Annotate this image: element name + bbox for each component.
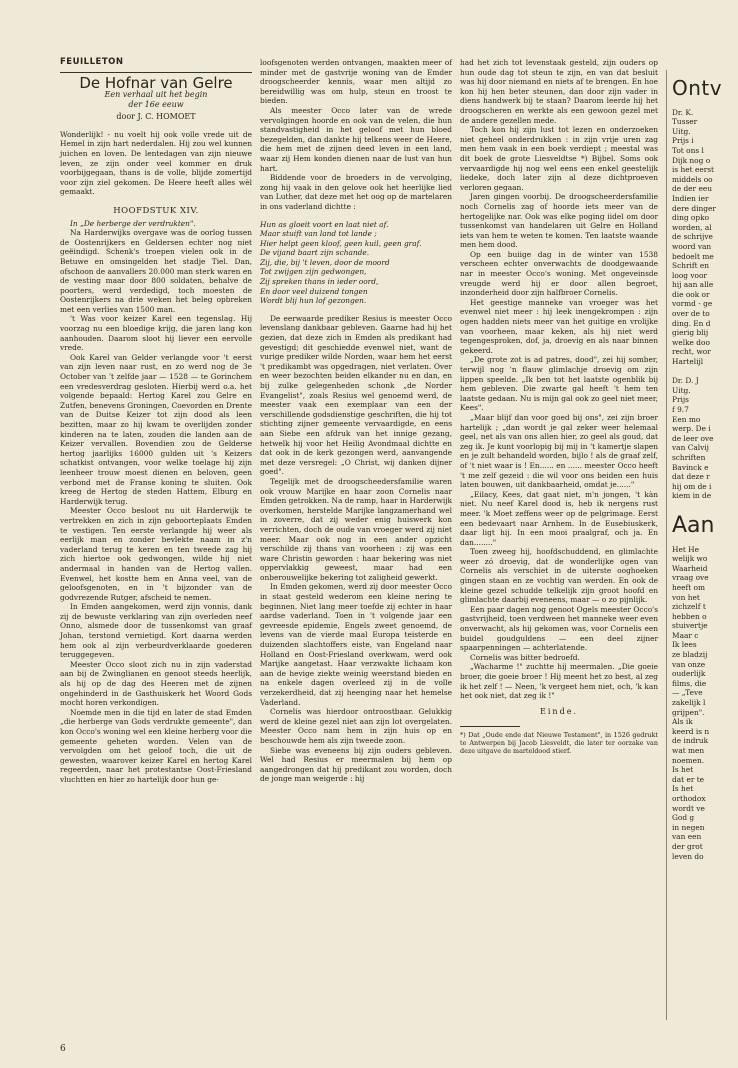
text-fragment: Prijs [672, 395, 689, 405]
text-fragment: Indien ier [672, 193, 709, 203]
text-fragment: orthodox [672, 793, 706, 803]
paragraph: Jaren gingen voorbij. De droogscheerdersfamilie noch Cornelis zag of hoorde iets meer van de hertogelijke nar. Ook was elke poging iidel om door tussenkomst van handelaren uit Gelre en Holland iets van hem te weten te komen. Ten laatste waande men hem dood. [460, 192, 658, 250]
text-fragment: Hartelijl [672, 357, 704, 367]
right-heading-1: Ontv [672, 76, 723, 100]
column-3 [460, 58, 658, 755]
text-fragment: die ook or [672, 289, 710, 299]
column-2 [260, 58, 452, 784]
text-fragment: is het eerst [672, 165, 715, 175]
text-fragment: ding. En d [672, 318, 711, 328]
text-fragment: God g [672, 813, 695, 823]
text-fragment: in negen [672, 822, 705, 832]
story-subtitle-2: der 16e eeuw [128, 100, 184, 110]
text-fragment: dat deze r [672, 472, 710, 482]
text-fragment: Dr. D. J [672, 376, 699, 386]
page-number: 6 [60, 1044, 66, 1054]
paragraph: „De grote zot is ad patres, dood", zei hij somber, terwijl nog 'n flauw glimlachje droevig om zijn lippen speelde. „Ik ben tot het laatste ogenblik bij hem gebleven. Die zwarte gal heeft 't hem ten laatste gedaan. Nu is mijn gal ook zo geel niet meer, Kees". [460, 355, 658, 413]
text-fragment: Schrift en [672, 261, 710, 271]
text-fragment: noemen. [672, 755, 705, 765]
paragraph: „Wacharme !" zuchtte hij meermalen. „Die goeie broer, die goeie broer ! Hij meent het zo best, al zeg ik het zelf ! — Neen, 'k vergeet hem niet, och, 'k kan het ook niet, dat zeg ik !" [460, 662, 658, 701]
text-fragment: middels oo [672, 174, 713, 184]
text-fragment: werp. De i [672, 424, 711, 434]
right-text-block-2 [672, 545, 738, 862]
text-fragment: van onze [672, 659, 706, 669]
luther-poem [260, 220, 452, 306]
text-fragment: Een mo [672, 414, 701, 424]
text-fragment: heeft om [672, 582, 706, 592]
poem-line: Zij spreken thans in ieder oord, [260, 277, 379, 287]
paragraph: Cornelis was hierdoor ontroostbaar. Gelukkig werd de kleine gezel niet aan zijn lot overgelaten. Meester Occo nam hem in zijn huis op en beschouwde hem als zijn tweede zoon. [260, 707, 452, 745]
text-fragment: de leer ove [672, 433, 714, 443]
paragraph: Siebe was eveneens bij zijn ouders gebleven. Wel had Resius er meermalen bij hem op aangedrongen dat hij predikant zou worden, doch de jonge man weigerde : hij [260, 745, 452, 784]
poem-line: Hun as gloeit voort en laat niet af. [260, 219, 389, 229]
text-fragment: f 9.7 [672, 405, 689, 414]
column-divider [666, 70, 667, 1020]
paragraph: Toen zweeg hij, hoofdschuddend, en glimlachte weer zó droevig, dat de wonderlijke ogen van Cornelis als verschiet in de uiterste ooghoeken gingen staan en ze vochtig van werden. En ook de kleine gezel schudde telkelijk zijn groot hoofd en glimlachte daarbij eveneens, maar — o zo pijnlijk. [460, 547, 658, 605]
column-1 [60, 58, 252, 785]
text-fragment: vormd - ge [672, 299, 713, 309]
text-fragment: over de to [672, 309, 710, 319]
poem-line: Zij, die, bij 't leven, door de moord [260, 257, 390, 267]
chapter-heading: HOOFDSTUK XIV. [113, 205, 199, 216]
paragraph: In Emden aangekomen, werd zijn vonnis, dank zij de bewuste verklaring van zijn overleden neef Onno, alsmede door de tussenkomst van graaf Johan, terstond vernietigd. Kort daarna werden hem ook al zijn verbeurdverklaarde goederen teruggegeven. [60, 602, 252, 660]
text-fragment: woord van [672, 241, 712, 251]
poem-line: Maar stuift van land tot lande ; [260, 229, 377, 239]
paragraph: „Maar blijf dan voor goed bij ons", zei zijn broer hartelijk ; „dan wordt je gal zeker weer helemaal geel, net als van ons allen hier, zo geel als goud, dat zeg ik. Je kunt voorlopig bij mij in 't kamertje slapen en je zult behandeld worden, bijlo ! als de graaf zelf, of 't niet waar is ! En...... en ...... meester Occo heeft 't me zelf gezeid : die wil voor ons beiden een huis laten bouwen, uit dankbaarheid, omdat je......" [460, 412, 658, 490]
right-text-block-1 [672, 108, 738, 501]
text-fragment: kiem in de [672, 491, 712, 501]
text-fragment: leven do [672, 851, 704, 861]
text-fragment: Maar c [672, 630, 699, 640]
text-fragment: Het He [672, 544, 699, 554]
text-fragment: van een [672, 832, 702, 842]
paragraph: Meester Occo besloot nu uit Harderwijk te vertrekken en zich in zijn geboorteplaats Emden te vestigen. Ten eerste verlangde hij weer als eerlijk man en zonder bevlekte naam in z'n vaderland terug te keren en ten tweede zag hij zich hiertoe ook gedwongen, wilde hij niet andermaal in handen van de Hertog vallen. Evenwel, het kostte hem en Anna veel, van de geloofsgenoten, en in 't bijzonder van de godvrezende Rutger, afscheid te nemen. [60, 506, 252, 602]
story-title: De Hofnar van Gelre [79, 73, 233, 92]
text-fragment: stuivertje [672, 621, 708, 631]
chapter-subheading: In „De herberge der verdrukten". [70, 218, 196, 228]
right-heading-2: Aan [672, 512, 715, 538]
paragraph: Toch kon hij zijn lust tot lezen en onderzoeken niet geheel onderdrukken : in zijn vrije uren zag men hem vaak in een boek verdiept ; meestal was dit boek de grote Liesveldtse *) Bijbel. Soms ook vervaardigde hij nog wel eens een enkel geestelijk liedeke, doch later zijn al deze dichtproeven verloren gegaan. [460, 125, 658, 192]
footnote-rule [460, 726, 520, 727]
poem-line: De vijand baart zijn schande. [260, 248, 370, 258]
text-fragment: zichzelf t [672, 602, 706, 612]
text-fragment: welijk wo [672, 554, 708, 564]
text-fragment: Waarheid [672, 563, 708, 573]
text-fragment: dat er te [672, 774, 705, 784]
text-fragment: Dijk nog o [672, 155, 711, 165]
paragraph: Na Harderwijks overgave was de oorlog tussen de Oostenrijkers en Geldersen echter nog niet geëindigd. Schenk's troepen vielen ook in de Betuwe en omsingelden het stadje Tiel. Dan, ofschoon de aanvallers 20.000 man sterk waren en de vesting maar door 800 soldaten, behalve de poorters, werd verdedigd, toch moesten de Oostenrijkers na drie weken het beleg opbreken met een verlies van 1500 man. [60, 228, 252, 314]
paragraph: Biddende voor de broeders in de vervolging, zong hij vaak in den gelove ook het heerlijke lied van Luther, dat deze met het oog op de martelaren in ons vaderland dichtte : [260, 173, 452, 211]
text-fragment: ding opko [672, 213, 710, 223]
paragraph: 't Was voor keizer Karel een tegenslag. Hij voorzag nu een bloedige krijg, die jaren lang kon aanhouden. Daarom sloot hij liever een eervolle vrede. [60, 314, 252, 353]
text-fragment: schriften [672, 452, 706, 462]
text-fragment: Dr. K. [672, 107, 694, 117]
story-author: door J. C. HOMOET [116, 112, 196, 122]
text-fragment: zakelijk l [672, 698, 706, 708]
text-fragment: vraag ove [672, 573, 709, 583]
text-fragment: — „Teve [672, 688, 703, 698]
text-fragment: loog voor [672, 270, 707, 280]
text-fragment: keerd is n [672, 726, 710, 736]
intro-paragraph: Wonderlijk! - nu voelt hij ook volle vrede uit de Hemel in zijn hart nederdalen. Hij zou wel kunnen juichen en loven. De lentedagen van zijn nieuwe leven, ze zijn onder veel kommer en druk voorbijgegaan, thans is de volle, blijde zomertijd voor zijn ziel gekomen. De Heere heeft alles wèl gemaakt. [60, 129, 252, 197]
column-4-cropped [672, 62, 738, 1042]
text-fragment: Als ik [672, 717, 693, 727]
text-fragment: Is het [672, 784, 694, 794]
text-fragment: Bavinck e [672, 462, 709, 472]
text-fragment: Prijs i [672, 136, 694, 146]
text-fragment: ze bladzij [672, 650, 708, 660]
paragraph: Noemde men in die tijd en later de stad Emden „die herberge van Gods verdrukte gemeente", dan kon Occo's woning wel een kleine herberg voor die gemeente geheten worden. Velen van de vervolgden om het geloof toch, die uit de gewesten, waarover keizer Karel en hertog Karel regeerden, naar het protestantse Oost-Friesland vluchtten en hier zo hartelijk door hun ge- [60, 707, 252, 784]
text-fragment: hij aan alle [672, 280, 714, 290]
text-fragment: worden, al [672, 222, 712, 232]
section-label: FEUILLETON [60, 57, 124, 67]
paragraph: Cornelis was bitter bedroefd. [470, 652, 580, 662]
text-fragment [672, 367, 738, 377]
section-rule [60, 72, 252, 73]
text-fragment: hebben o [672, 611, 707, 621]
text-fragment: grijpen". [672, 707, 705, 717]
poem-line: Wordt blij hun lof gezongen. [260, 296, 367, 306]
text-fragment: wordt ve [672, 803, 705, 813]
text-fragment: Tot ons l [672, 145, 704, 155]
text-fragment: de indruk [672, 736, 709, 746]
text-fragment: bedoelt me [672, 251, 714, 261]
text-fragment: de der eeu [672, 184, 712, 194]
text-fragment: Ik lees [672, 640, 697, 650]
text-fragment: gierig blij [672, 328, 709, 338]
paragraph: had het zich tot levenstaak gesteld, zijn ouders op hun oude dag tot steun te zijn, en van dat besluit was hij door niemand en niets af te brengen. En hoe kon hij hen beter steunen, dan door zijn vader in diens handwerk bij te staan? Daarom leerde hij het droogscheren en werkte als een gewoon gezel met de andere gezellen mede. [460, 58, 658, 125]
text-fragment: wat men [672, 746, 705, 755]
text-fragment: welke doo [672, 337, 710, 347]
poem-line: En door veel duizend tongen [260, 286, 368, 296]
story-end: Einde. [540, 706, 578, 716]
text-fragment: van Calvij [672, 443, 709, 453]
paragraph: Als meester Occo later van de wrede vervolgingen hoorde en ook van de velen, die hun standvastigheid in het geloof met hun bloed bezegelden, dan dankte hij telkens weer de Heere, die hem met de zijnen deed leven in een land, waar zij Hem konden dienen naar de lust van hun hart. [260, 105, 452, 173]
paragraph: Op een buiige dag in de winter van 1538 verscheen echter onverwachts de doodgewaande nar in meester Occo's woning. Met ongeveinsde vreugde werd hij er door allen begroet, inzonderheid door zijn halfbroer Cornelis. [460, 249, 658, 298]
paragraph: loofsgenoten werden ontvangen, maakten meer of minder met de gastvrije woning van de Emder droogscheerder kennis, waar men altijd zo bereidwillig was om hulp, steun en troost te bieden. [260, 58, 452, 106]
paragraph: Een paar dagen nog genoot Ogels meester Occo's gastvrijheid, toen verdween het manneke weer even onverwacht, als hij gekomen was, voor Cornelis een buidel goudguldens — een deel zijner spaarpenningen — achterlatende. [460, 604, 658, 653]
text-fragment: Tusser [672, 117, 698, 127]
paragraph: Meester Occo sloot zich nu in zijn vaderstad aan bij de Zwinglianen en genoot steeds heerlijk, als hij op de dag des Heeren met de zijnen ongehinderd in de Gasthuiskerk het Woord Gods mocht horen verkondigen. [60, 659, 252, 708]
text-fragment: der grot [672, 841, 703, 851]
text-fragment: hij om de i [672, 481, 712, 491]
paragraph: „Eilacy, Kees, dat gaat niet, m'n jongen, 't kàn niet. Nu neef Karel dood is, heb ik nergens rust meer. 'k Moet zeffens weer op de pelgrimage. Eerst een bedevaart naar Arnhem. In de Eusebiuskerk, daar ligt hij. In een mooi praalgraf, och ja. En dan........" [460, 489, 658, 547]
footnote: *) Dat „Oude ende dat Nieuwe Testament", in 1526 gedrukt te Antwerpen bij Jacob Liesveldt, die later ter oorzake van deze uitgave de marteldood stierf. [460, 731, 658, 756]
poem-line: Hier helpt geen kloof, geen kuil, geen graf. [260, 238, 422, 248]
paragraph: Het geestige manneke van vroeger was het evenwel niet meer : hij leek inengekrompen : zijn ogen hadden niets meer van het guitige en vrolijke van voorheen, maar keken, als hij niet werd tegengesproken, dof, ja, droevig en als naar binnen gekeerd. [460, 297, 658, 355]
text-fragment: Uitg. [672, 385, 691, 395]
poem-line: Tot zwijgen zijn gedwongen, [260, 267, 367, 277]
paragraph: In Emden gekomen, werd zij door meester Occo in staat gesteld wederom een kleine nering te beginnen. Niet lang meer toefde zij echter in haar aardse vaderland. Toen in 't volgende jaar een gevreesde epidemie, Engels zweet genoemd, de levens van de vierde maal Europa teisterde en duizenden slachtoffers eiste, van Engeland naar Holland en Oost-Friesland overkwam, werd ook Marijke aangetast. Haar verzwakte lichaam kon aan de hevige ziekte weinig weerstand bieden en na enkele dagen overleed zij in de volle verzekerdheid, dat zij heenging naar het hemelse Vaderland. [260, 582, 452, 707]
text-fragment: ouderlijk [672, 669, 706, 679]
text-fragment: von het [672, 592, 700, 602]
text-fragment: Is het [672, 765, 694, 775]
story-subtitle-1: Een verhaal uit het begin [104, 90, 208, 100]
paragraph: Ook Karel van Gelder verlangde voor 't eerst van zijn leven naar rust, en zo werd nog de 3e October van 't zelfde jaar — 1528 — te Gorinchem een vredesverdrag gesloten. Hierbij werd o.a. het volgende bepaald: Hertog Karel zou Gelre en Zutfen, benevens Groningen, Coevorden en Drente van de Duitse Keizer tot zijn dood als leen bezitten, maar zo hij kwam te overlijden zonder kinderen na te laten, zouden die landen aan de Keizer vervallen. Bovendien zou de Gelderse hertog jaarlijks 16000 gulden uit 's Keizers schatkist ontvangen, voor welke toelage hij zijn leenheer trouw moest dienen en beloven, geen verbond met de Franse koning te sluiten. Ook kreeg de Hertog de steden Hattem, Elburg en Harderwijk terug. [60, 352, 252, 506]
paragraph: De eerwaarde prediker Resius is meester Occo levenslang dankbaar gebleven. Gaarne had hij het gezien, dat deze zich in Emden als predikant had gevestigd; dit geschiedde evenwel niet, want de vurige prediker wilde Norden, waar hem het eerst 't predikambt was opgedragen, niet verlaten. Over en weer bezochten beiden elkander nu en dan, en bij zulke gelegenheden schonk „de Norder Evangelist", zoals Resius wel genoemd werd, de meester vaak een exemplaar van een der verschillende godsdienstige geschriften, die hij tot stichting zijner gemeente vervaardigde, en eens aan Siebe een afdruk van het innige gezang, hetwelk hij voor het Heilig Avondmaal dichtte en dat ook in de kerk gezongen werd, aanvangende met deze versregel: „O Christ, wij danken dijner goed". [260, 313, 452, 477]
text-fragment: Uitg. [672, 126, 691, 136]
text-fragment: recht, wor [672, 347, 711, 357]
text-fragment: de schrijve [672, 232, 713, 242]
text-fragment: films, die [672, 678, 707, 688]
text-fragment: dere dinger [672, 203, 716, 213]
paragraph: Tegelijk met de droogscheedersfamilie waren ook vrouw Marijke en haar zoon Cornelis naar Emden getrokken. Na de ramp, haar in Harderwijk overkomen, herstelde Marijke langzamerhand wel in zoverre, dat zij weder enig huiswerk kon verrichten, doch de oude van vroeger werd zij niet meer. Maar ook nog in een ander opzicht verschilde zij thans van voorheen : zij was een ware Christin geworden : haar bekering was niet oppervlakkig geweest, maar had een onberouwelijke bekering tot zaligheid gewerkt. [260, 476, 452, 582]
